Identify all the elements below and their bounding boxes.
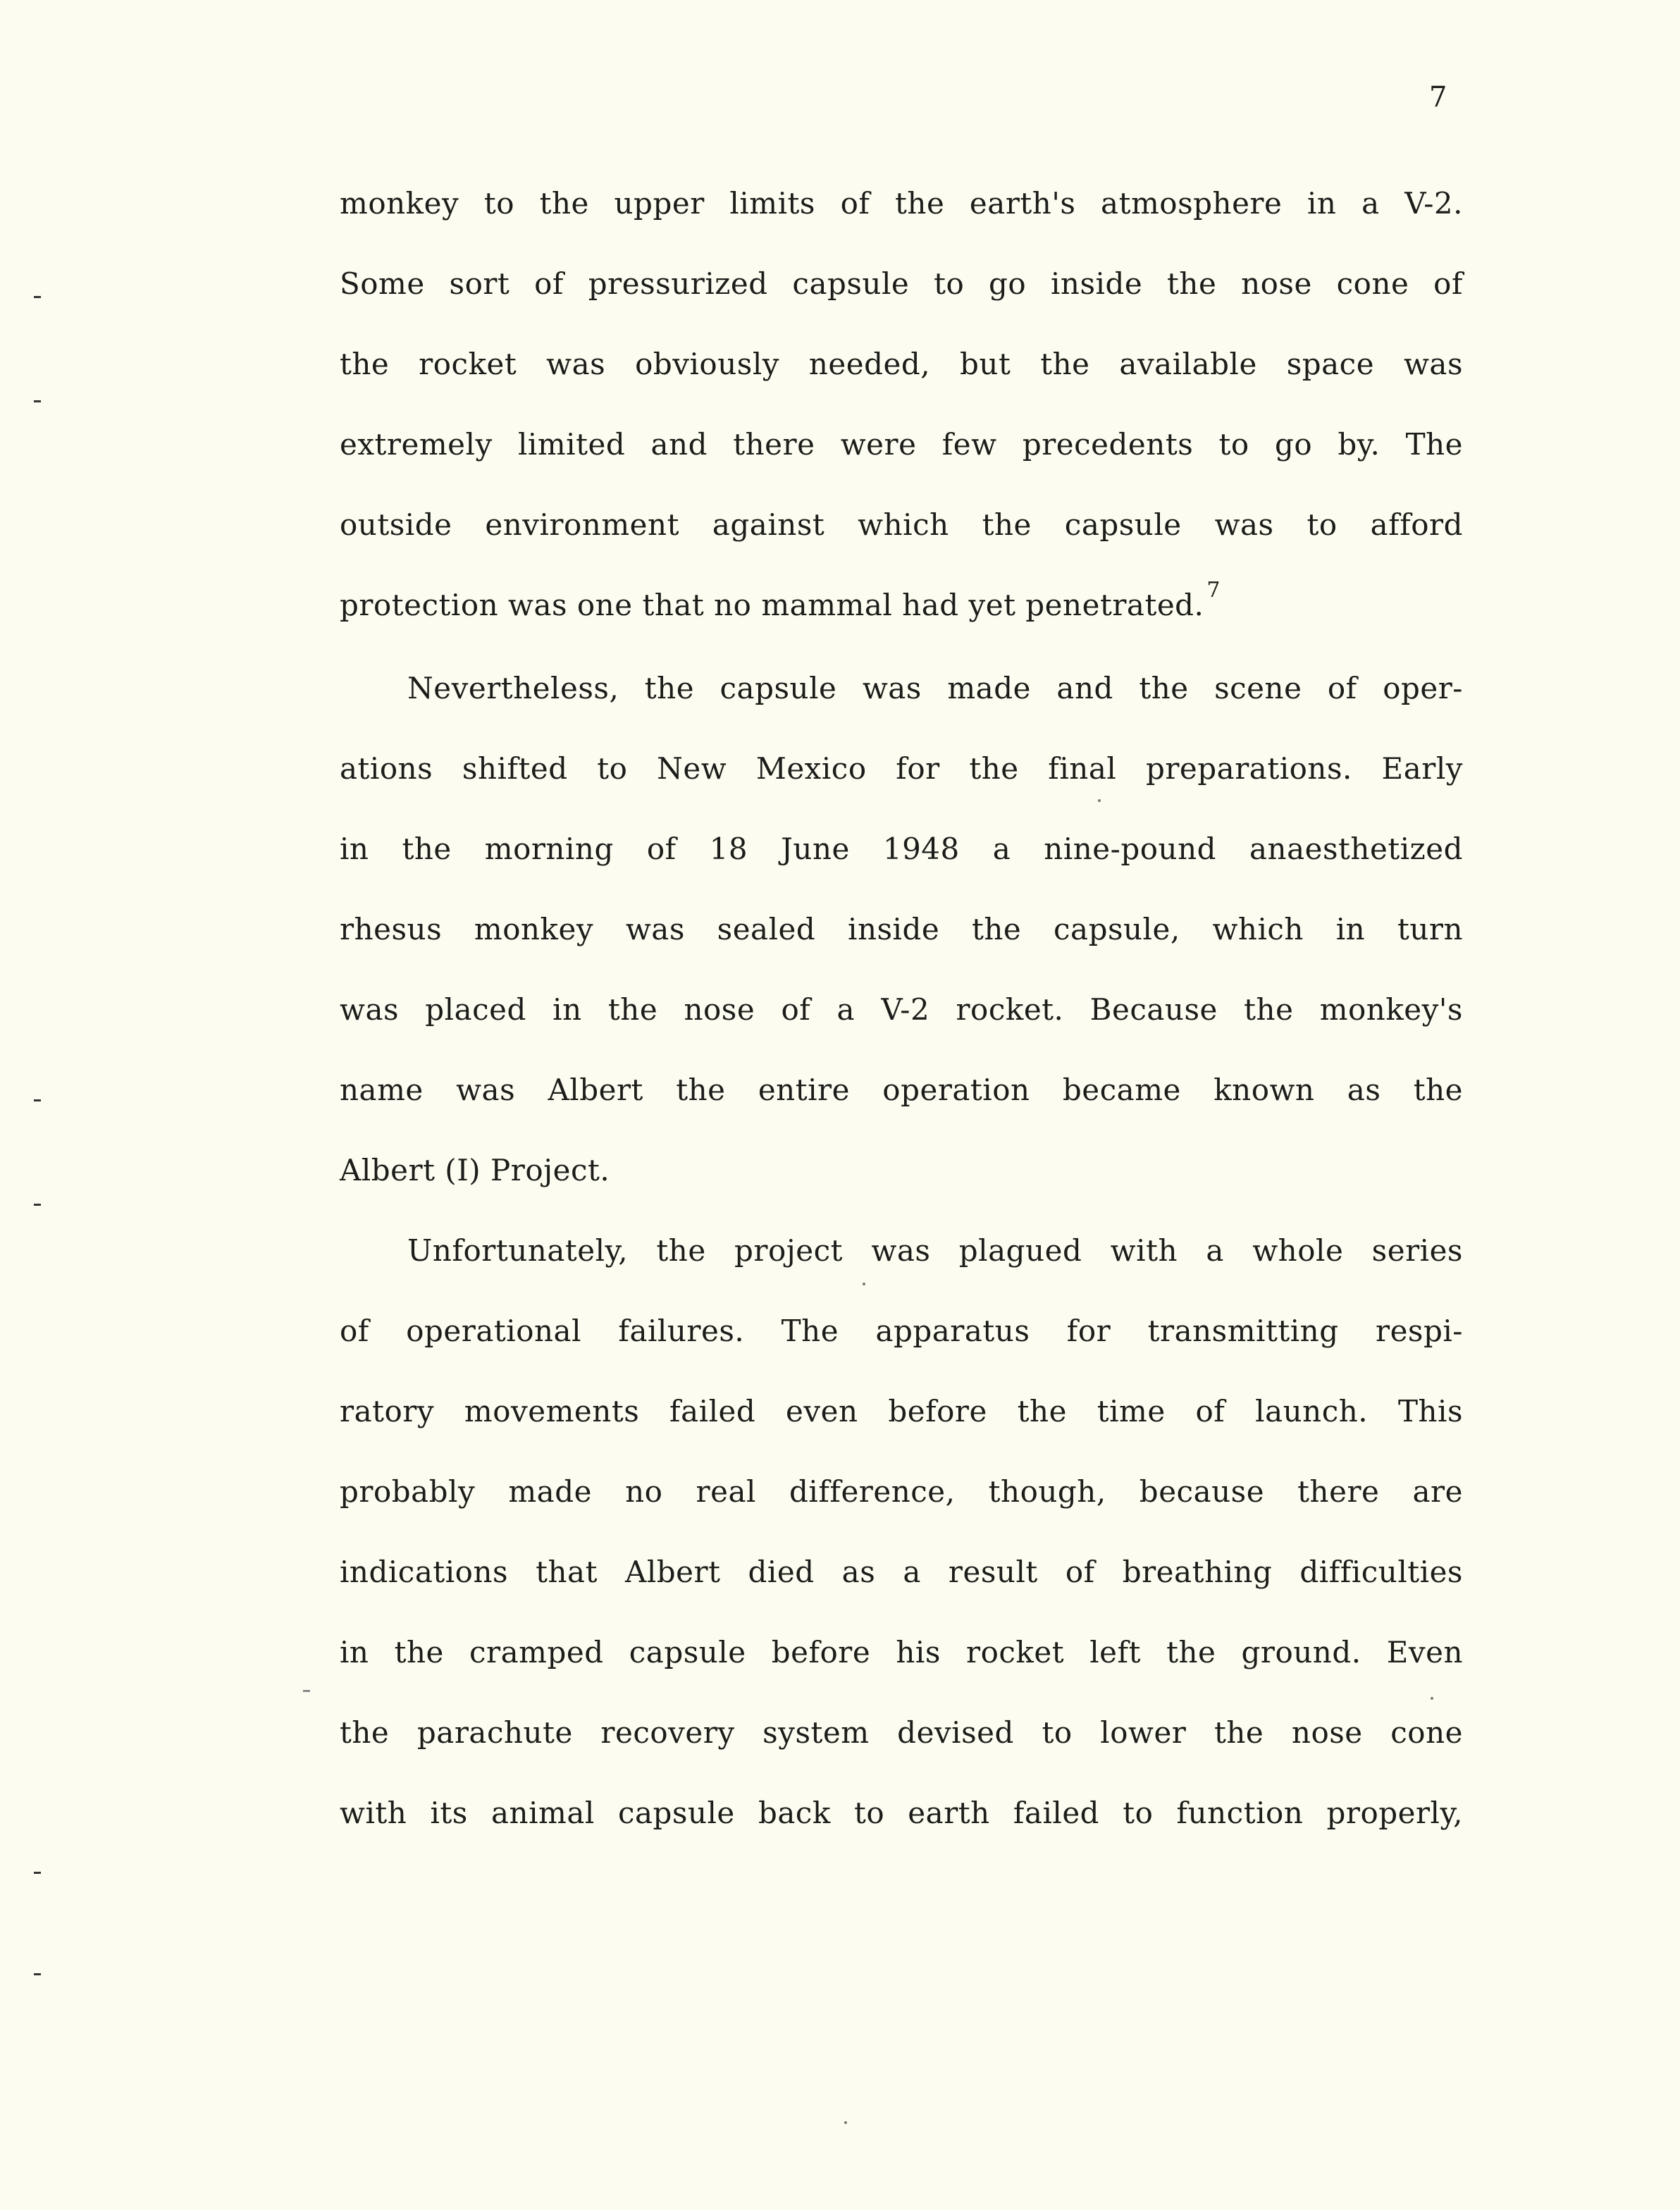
speck	[863, 1283, 865, 1285]
text-line: probably made no real difference, though, because there are	[340, 1474, 1463, 1509]
edge-mark	[303, 1690, 310, 1692]
text-line: of operational failures. The apparatus for transmitting respi-	[340, 1314, 1463, 1348]
speck	[844, 2121, 847, 2124]
footnote-reference: 7	[1206, 578, 1221, 603]
text-line: indications that Albert died as a result of breathing difficulties	[340, 1555, 1463, 1589]
text-line: rhesus monkey was sealed inside the capsule, which in turn	[340, 912, 1463, 946]
edge-mark	[34, 1973, 41, 1975]
text-line: Unfortunately, the project was plagued with a whole series	[407, 1233, 1463, 1268]
text-line: in the morning of 18 June 1948 a nine-pound anaesthetized	[340, 832, 1463, 866]
edge-mark	[34, 1872, 41, 1874]
text-line: the rocket was obviously needed, but the available space was	[340, 347, 1463, 381]
speck	[1098, 799, 1101, 802]
page-number: 7	[1429, 81, 1447, 113]
text-line-last	[340, 578, 1463, 622]
text-line: name was Albert the entire operation became known as the	[340, 1073, 1463, 1107]
text-line: Albert (I) Project.	[340, 1153, 610, 1187]
text-line: ations shifted to New Mexico for the final preparations. Early	[340, 751, 1463, 786]
text-line: outside environment against which the capsule was to afford	[340, 507, 1463, 542]
text-line: Nevertheless, the capsule was made and the scene of oper-	[407, 671, 1463, 705]
text-line: Some sort of pressurized capsule to go inside the nose cone of	[340, 266, 1463, 301]
edge-mark	[34, 400, 41, 402]
text-line: protection was one that no mammal had yet penetrated.	[340, 588, 1204, 622]
edge-mark	[34, 1099, 41, 1101]
text-line: ratory movements failed even before the time of launch. This	[340, 1394, 1463, 1428]
text-line: in the cramped capsule before his rocket left the ground. Even	[340, 1635, 1463, 1669]
text-line: with its animal capsule back to earth failed to function properly,	[340, 1796, 1463, 1830]
edge-mark	[34, 296, 41, 298]
speck	[1431, 1697, 1433, 1700]
text-line: extremely limited and there were few precedents to go by. The	[340, 427, 1463, 462]
text-line: the parachute recovery system devised to lower the nose cone	[340, 1715, 1463, 1750]
text-line: monkey to the upper limits of the earth's atmosphere in a V-2.	[340, 186, 1463, 221]
edge-mark	[34, 1204, 41, 1206]
text-line: was placed in the nose of a V-2 rocket. Because the monkey's	[340, 992, 1463, 1027]
